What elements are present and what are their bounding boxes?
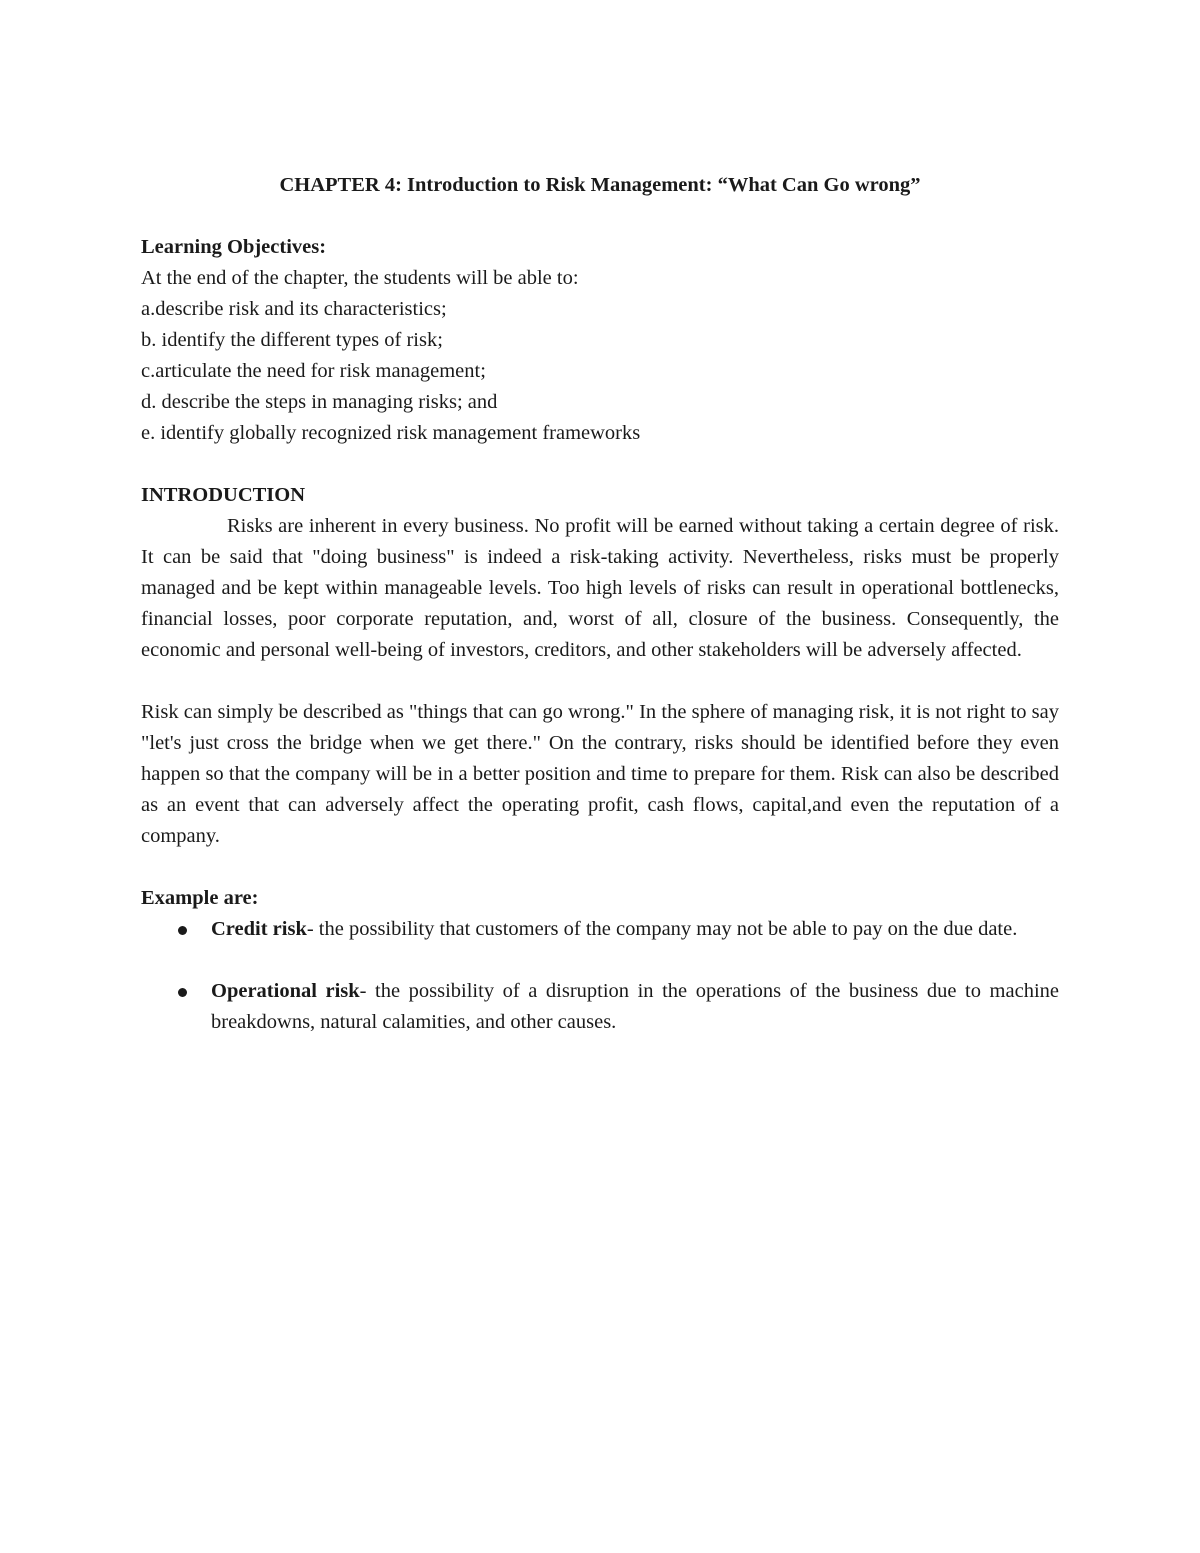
- example-description: - the possibility that customers of the company may not be able to pay on the due date.: [306, 918, 1018, 940]
- chapter-title: CHAPTER 4: Introduction to Risk Management: “What Can Go wrong”: [279, 174, 921, 196]
- objectives-heading: Learning Objectives:: [141, 236, 327, 258]
- document-page: [141, 170, 1059, 1038]
- example-term: Operational risk: [211, 980, 360, 1002]
- examples-list: [141, 914, 1059, 1038]
- example-item-operational-risk: [141, 976, 1059, 1038]
- objective-item: d. describe the steps in managing risks; and: [141, 391, 498, 413]
- objectives-intro: At the end of the chapter, the students will be able to:: [141, 267, 579, 289]
- objective-item: a.describe risk and its characteristics;: [141, 298, 447, 320]
- example-description: - the possibility of a disruption in the operations of the business due to machine breakdowns, natural calamities, and other causes.: [211, 980, 1060, 1033]
- introduction-paragraph-1: Risks are inherent in every business. No profit will be earned without taking a certain degree of risk. It can be said that "doing business" is indeed a risk-taking activity. Nevertheless, risks must be properly managed and be kept within manageable levels. Too high levels of risks can result in operational bottlenecks, financial losses, poor corporate reputation, and, worst of all, closure of the business. Consequently, the economic and personal well-being of investors, creditors, and other stakeholders will be adversely affected.: [141, 515, 1059, 661]
- objective-item: b. identify the different types of risk;: [141, 329, 443, 351]
- example-item-credit-risk: [141, 914, 1059, 945]
- objective-item: c.articulate the need for risk management;: [141, 360, 486, 382]
- objective-item: e. identify globally recognized risk management frameworks: [141, 422, 641, 444]
- bullet-icon: [178, 988, 187, 997]
- introduction-heading: INTRODUCTION: [141, 484, 306, 506]
- bullet-icon: [178, 926, 187, 935]
- examples-heading: Example are:: [141, 887, 259, 909]
- introduction-paragraph-2: Risk can simply be described as "things that can go wrong." In the sphere of managing risk, it is not right to say "let's just cross the bridge when we get there." On the contrary, risks should be identified before they even happen so that the company will be in a better position and time to prepare for them. Risk can also be described as an event that can adversely affect the operating profit, cash flows, capital,and even the reputation of a company.: [141, 701, 1059, 847]
- example-term: Credit risk: [211, 918, 307, 940]
